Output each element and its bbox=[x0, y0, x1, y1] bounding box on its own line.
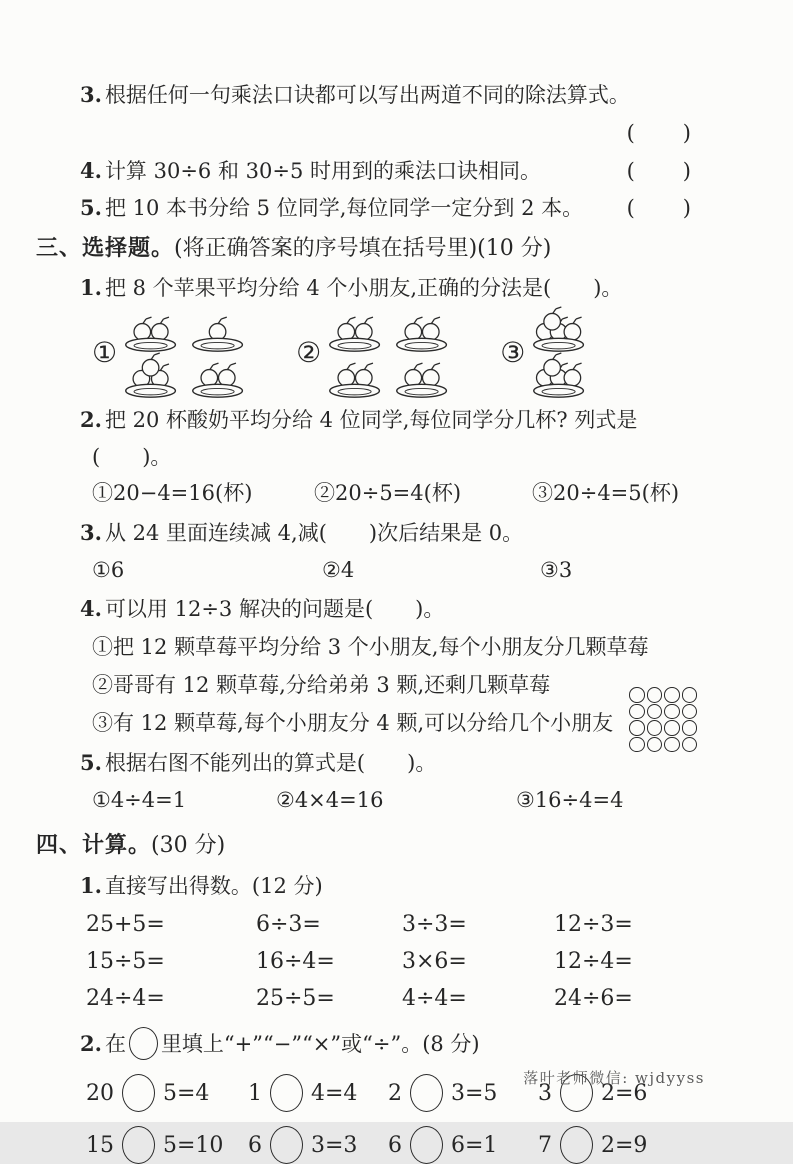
q3-option-1: ①6 bbox=[92, 558, 125, 582]
subquestion-number: 1. bbox=[80, 873, 102, 898]
plate-with-4-apples bbox=[530, 307, 589, 353]
question-text: 从 24 里面连续减 4,减( )次后结果是 0。 bbox=[104, 521, 524, 545]
calc-expression: 3×6= bbox=[402, 949, 467, 974]
section-heading bbox=[36, 232, 693, 265]
circle-dot bbox=[682, 737, 698, 753]
section-heading-title: 四、计算。 bbox=[36, 832, 152, 857]
q4-option-1: ①把 12 颗草莓平均分给 3 个小朋友,每个小朋友分几颗草莓 bbox=[92, 635, 649, 659]
circle-dot bbox=[647, 720, 663, 736]
choice-q1 bbox=[36, 273, 693, 303]
question-number: 3. bbox=[80, 520, 102, 545]
fill-operator-equation bbox=[388, 1074, 538, 1112]
q5-option-2: ②4×4=16 bbox=[276, 788, 384, 812]
calc-sub2-title bbox=[36, 1027, 693, 1060]
equation-right-part: 2=6 bbox=[601, 1080, 648, 1106]
plate-row bbox=[326, 353, 452, 399]
calc-expression: 16÷4= bbox=[256, 949, 335, 974]
q1-option-3 bbox=[500, 307, 589, 399]
operator-circle bbox=[122, 1126, 155, 1164]
q1-option-1 bbox=[92, 307, 248, 399]
choice-q5 bbox=[36, 748, 693, 778]
calc-expression: 4÷4= bbox=[402, 986, 467, 1011]
equation-left-number: 15 bbox=[86, 1132, 114, 1158]
tf-item-3-answer-line bbox=[36, 118, 693, 148]
watermark-text: 落叶老师微信: wjdyyss bbox=[523, 1069, 705, 1087]
direct-calculation-grid bbox=[36, 906, 693, 1017]
q2-option-1: ①20−4=16(杯) bbox=[92, 481, 253, 505]
q2-option-2: ②20÷5=4(杯) bbox=[314, 481, 462, 505]
fill-operator-equation bbox=[248, 1074, 388, 1112]
choice-q2-paren-line: ( )。 bbox=[92, 445, 172, 469]
plate-with-2-apples bbox=[326, 353, 385, 399]
subquestion-text-post: 里填上“+”“−”“×”或“÷”。(8 分) bbox=[160, 1032, 480, 1056]
section-heading bbox=[36, 829, 693, 862]
subquestion-number: 2. bbox=[80, 1031, 102, 1056]
operator-circle bbox=[410, 1074, 443, 1112]
option-label: ① bbox=[92, 336, 118, 369]
calc-expression: 3÷3= bbox=[402, 912, 467, 937]
equation-right-part: 6=1 bbox=[451, 1132, 498, 1158]
question-text: 根据任何一句乘法口诀都可以写出两道不同的除法算式。 bbox=[104, 83, 630, 107]
plate-row bbox=[530, 307, 589, 353]
question-line bbox=[80, 156, 541, 186]
question-text: 把 8 个苹果平均分给 4 个小朋友,正确的分法是( )。 bbox=[104, 276, 623, 300]
circle-dot bbox=[629, 704, 645, 720]
calc-expression: 6÷3= bbox=[256, 912, 321, 937]
answer-paren: ( ) bbox=[626, 196, 693, 220]
calc-expression: 12÷4= bbox=[554, 949, 633, 974]
q2-options-row bbox=[36, 478, 693, 508]
q4-options-list bbox=[36, 632, 693, 738]
answer-paren: ( ) bbox=[626, 159, 693, 183]
plates-group bbox=[326, 307, 452, 399]
circle-dot bbox=[647, 704, 663, 720]
fill-operator-equation bbox=[388, 1126, 538, 1164]
equation-left-number: 6 bbox=[388, 1132, 402, 1158]
equation-left-number: 6 bbox=[248, 1132, 262, 1158]
section-heading-note: (30 分) bbox=[151, 833, 226, 858]
q3-option-3: ③3 bbox=[540, 558, 573, 582]
equation-left-number: 20 bbox=[86, 1080, 114, 1106]
plate-row bbox=[122, 353, 248, 399]
multiple-choice-section bbox=[36, 232, 693, 815]
plate-with-2-apples bbox=[393, 353, 452, 399]
question-number: 1. bbox=[80, 275, 102, 300]
question-number: 4. bbox=[80, 596, 102, 621]
question-text: 把 10 本书分给 5 位同学,每位同学一定分到 2 本。 bbox=[104, 196, 584, 220]
question-number: 3. bbox=[80, 82, 102, 107]
tf-item-4 bbox=[36, 156, 693, 186]
plate-row bbox=[326, 307, 452, 353]
plates-group bbox=[530, 307, 589, 399]
answer-paren: ( ) bbox=[626, 121, 693, 145]
tf-item-5 bbox=[36, 193, 693, 223]
circle-dot bbox=[664, 720, 680, 736]
choice-q2 bbox=[36, 405, 693, 435]
plate-row bbox=[530, 353, 589, 399]
section-heading-note: (将正确答案的序号填在括号里)(10 分) bbox=[174, 236, 552, 261]
circle-dot bbox=[682, 687, 698, 703]
equation-left-number: 7 bbox=[538, 1132, 552, 1158]
fill-operator-equation bbox=[86, 1126, 248, 1164]
q3-option-2: ②4 bbox=[322, 558, 355, 582]
question-text: 可以用 12÷3 解决的问题是( )。 bbox=[104, 597, 445, 621]
operator-circle bbox=[129, 1027, 158, 1060]
question-number: 5. bbox=[80, 195, 102, 220]
calculation-section bbox=[36, 829, 693, 1164]
equation-right-part: 3=5 bbox=[451, 1080, 498, 1106]
calc-expression: 25+5= bbox=[86, 912, 165, 937]
equation-right-part: 3=3 bbox=[311, 1132, 358, 1158]
q2-option-3: ③20÷4=5(杯) bbox=[532, 481, 680, 505]
question-text: 根据右图不能列出的算式是( )。 bbox=[104, 751, 437, 775]
circle-dot bbox=[682, 720, 698, 736]
equation-right-part: 5=4 bbox=[163, 1080, 210, 1106]
circle-dot bbox=[664, 737, 680, 753]
plate-with-2-apples bbox=[189, 353, 248, 399]
operator-circle bbox=[122, 1074, 155, 1112]
subquestion-text: 直接写出得数。(12 分) bbox=[104, 874, 323, 898]
choice-q3 bbox=[36, 518, 693, 548]
q5-option-1: ①4÷4=1 bbox=[92, 788, 187, 812]
tf-item-3 bbox=[36, 80, 693, 110]
equation-left-number: 3 bbox=[538, 1080, 552, 1106]
plate-with-4-apples bbox=[530, 353, 589, 399]
fill-operator-equation bbox=[86, 1074, 248, 1112]
subquestion-text-pre: 在 bbox=[104, 1032, 126, 1056]
circle-dot bbox=[647, 737, 663, 753]
operator-circle bbox=[270, 1126, 303, 1164]
circle-dot bbox=[629, 737, 645, 753]
circle-dot bbox=[664, 687, 680, 703]
operator-circle bbox=[560, 1126, 593, 1164]
equation-right-part: 5=10 bbox=[163, 1132, 224, 1158]
q5-option-3: ③16÷4=4 bbox=[516, 788, 624, 812]
equation-left-number: 2 bbox=[388, 1080, 402, 1106]
plate-with-2-apples bbox=[393, 307, 452, 353]
question-number: 4. bbox=[80, 158, 102, 183]
calc-expression: 12÷3= bbox=[554, 912, 633, 937]
equation-left-number: 1 bbox=[248, 1080, 262, 1106]
calc-expression: 24÷4= bbox=[86, 986, 165, 1011]
plates-group bbox=[122, 307, 248, 399]
q4-option-2: ②哥哥有 12 颗草莓,分给弟弟 3 颗,还剩几颗草莓 bbox=[92, 673, 551, 697]
circle-dot bbox=[664, 704, 680, 720]
section-heading-title: 三、选择题。 bbox=[36, 235, 175, 260]
q5-options-row bbox=[36, 785, 693, 815]
question-line bbox=[80, 193, 583, 223]
circle-dot bbox=[682, 704, 698, 720]
choice-q4 bbox=[36, 594, 693, 624]
calc-sub1-title bbox=[36, 871, 693, 901]
equation-right-part: 2=9 bbox=[601, 1132, 648, 1158]
calc-expression: 25÷5= bbox=[256, 986, 335, 1011]
question-text: 把 20 杯酸奶平均分给 4 位同学,每位同学分几杯? 列式是 bbox=[104, 408, 638, 432]
equation-right-part: 4=4 bbox=[311, 1080, 358, 1106]
question-text: 计算 30÷6 和 30÷5 时用到的乘法口诀相同。 bbox=[104, 159, 541, 183]
q3-options-row bbox=[36, 555, 693, 585]
calc-expression: 24÷6= bbox=[554, 986, 633, 1011]
option-label: ③ bbox=[500, 336, 526, 369]
question-number: 5. bbox=[80, 750, 102, 775]
q4-option-3: ③有 12 颗草莓,每个小朋友分 4 颗,可以分给几个小朋友 bbox=[92, 711, 614, 735]
question-number: 2. bbox=[80, 407, 102, 432]
plate-with-2-apples bbox=[122, 307, 181, 353]
plate-row bbox=[122, 307, 248, 353]
q1-apple-options bbox=[36, 307, 693, 399]
calc-expression: 15÷5= bbox=[86, 949, 165, 974]
plate-with-2-apples bbox=[326, 307, 385, 353]
plate-with-1-apples bbox=[189, 307, 248, 353]
plate-with-3-apples bbox=[122, 353, 181, 399]
true-false-section bbox=[36, 80, 693, 223]
fill-operator-equation bbox=[538, 1126, 693, 1164]
circle-dot bbox=[647, 687, 663, 703]
operator-circle bbox=[270, 1074, 303, 1112]
q5-dot-grid bbox=[629, 687, 699, 753]
fill-operator-equation bbox=[248, 1126, 388, 1164]
option-label: ② bbox=[296, 336, 322, 369]
q1-option-2 bbox=[296, 307, 452, 399]
circle-dot bbox=[629, 720, 645, 736]
circle-dot bbox=[629, 687, 645, 703]
operator-circle bbox=[410, 1126, 443, 1164]
